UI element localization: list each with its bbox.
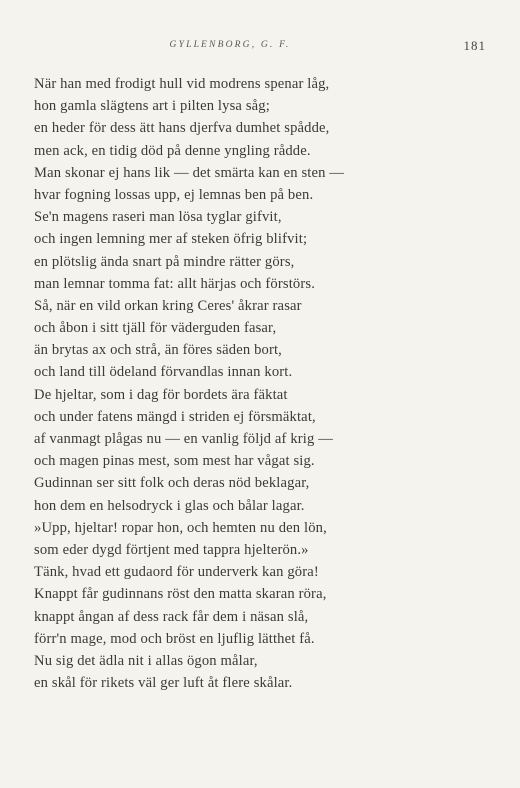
verse-line: af vanmagt plågas nu — en vanlig följd af krig — bbox=[34, 431, 333, 447]
verse-line: och magen pinas mest, som mest har vågat sig. bbox=[34, 453, 315, 470]
running-head bbox=[0, 38, 520, 56]
verse-line: och under fatens mängd i striden ej försmäktat, bbox=[34, 408, 316, 425]
verse-line: som eder dygd förtjent med tappra hjelterön.» bbox=[34, 541, 309, 558]
verse-line: Så, när en vild orkan kring Ceres' åkrar rasar bbox=[34, 297, 302, 314]
verse-line: hon dem en helsodryck i glas och bålar lagar. bbox=[34, 497, 305, 514]
verse-line: en skål för rikets väl ger luft åt flere skålar. bbox=[34, 675, 293, 692]
verse-line: en plötslig ända snart på mindre rätter görs, bbox=[34, 253, 295, 270]
verse-line: hvar fogning lossas upp, ej lemnas ben på ben. bbox=[34, 186, 314, 203]
verse-line: Se'n magens raseri man lösa tyglar gifvit, bbox=[34, 209, 282, 226]
page-number: 181 bbox=[463, 38, 486, 53]
verse-line: Man skonar ej hans lik — det smärta kan en sten — bbox=[34, 164, 345, 181]
verse-line: en heder för dess ätt hans djerfva dumhet spådde, bbox=[34, 120, 330, 137]
verse-line: och land till ödeland förvandlas innan kort. bbox=[34, 364, 293, 381]
running-title: GYLLENBORG, G. F. bbox=[169, 40, 291, 50]
verse-line: än brytas ax och strå, än föres säden bort, bbox=[34, 342, 282, 359]
verse-line: Gudinnan ser sitt folk och deras nöd beklagar, bbox=[34, 475, 310, 492]
verse-line: men ack, en tidig död på denne yngling rådde. bbox=[34, 142, 311, 159]
verse-line: man lemnar tomma fat: allt härjas och förstörs. bbox=[34, 275, 316, 292]
verse-line: förr'n mage, mod och bröst en ljuflig lätthet få. bbox=[34, 630, 315, 647]
verse-line: När han med frodigt hull vid modrens spenar låg, bbox=[34, 76, 330, 92]
verse-line: »Upp, hjeltar! ropar hon, och hemten nu den lön, bbox=[34, 519, 327, 536]
verse-line: Tänk, hvad ett gudaord för underverk kan göra! bbox=[34, 564, 319, 581]
verse-line: och ingen lemning mer af steken öfrig blifvit; bbox=[34, 231, 308, 248]
verse-line: och åbon i sitt tjäll för väderguden fasar, bbox=[34, 320, 277, 337]
verse-line: knappt ångan af dess rack får dem i näsan slå, bbox=[34, 608, 309, 625]
verse-line: Knappt får gudinnans röst den matta skaran röra, bbox=[34, 586, 327, 603]
verse-line: hon gamla slägtens art i pilten lysa såg; bbox=[34, 98, 270, 115]
verse-line: De hjeltar, som i dag för bordets ära fäktat bbox=[34, 386, 288, 403]
verse-line: Nu sig det ädla nit i allas ögon målar, bbox=[34, 652, 258, 669]
poem-body bbox=[34, 73, 474, 694]
